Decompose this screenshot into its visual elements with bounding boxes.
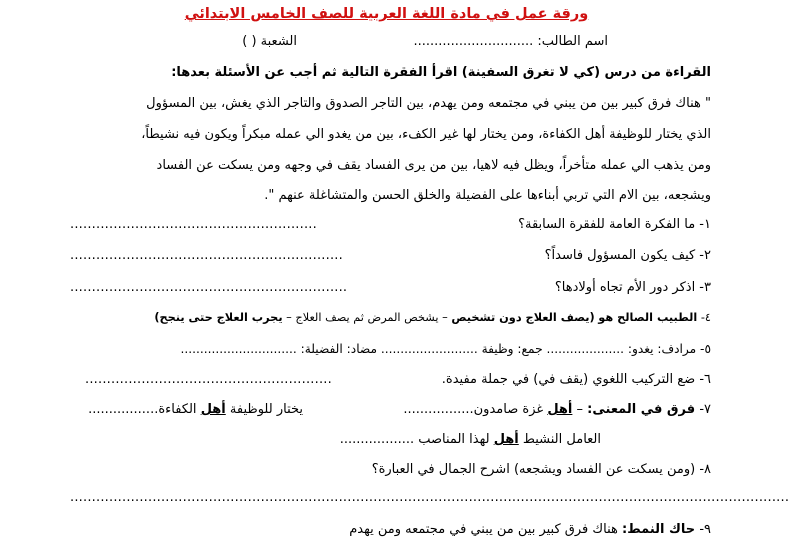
- passage-line-3: ومن يذهب الي عمله متأخراً، ويظل فيه لاهيا، بين من يرى الفساد يقف في وجهه ومن يسكت عن الفساد: [156, 158, 711, 173]
- question-4: [154, 311, 711, 324]
- question-9-number: ٩-: [699, 522, 711, 537]
- student-name-label: اسم الطالب: .............................: [413, 34, 608, 49]
- question-7-number: ٧-: [699, 402, 711, 417]
- reading-instruction: القراءة من درس (كي لا تغرق السفينة) اقرأ الفقرة التالية ثم أجب عن الأسئلة بعدها:: [171, 65, 711, 80]
- question-6-answer-dots: .........................................................: [85, 372, 332, 387]
- question-7-dash: –: [576, 402, 588, 417]
- question-7-sentence-2-end: الكفاءة.................: [88, 402, 201, 417]
- passage-line-4: ويشجعه، بين الام التي تربي أبناءها على الفضيلة والخلق الحسن والمتشاغلة عنهم ".: [264, 188, 711, 203]
- worksheet-title: ورقة عمل في مادة اللغة العربية للصف الخامس الابتدائي: [184, 6, 589, 22]
- question-8: ٨- (ومن يسكت عن الفساد ويشجعه) اشرح الجمال في العبارة؟: [371, 462, 711, 477]
- question-7-word-3: أهل: [493, 432, 519, 447]
- question-4-option-1: (يصف العلاج دون تشخيص: [451, 311, 595, 324]
- question-7-sentence-3-start: العامل النشيط: [518, 432, 601, 447]
- question-9-label: حاك النمط:: [622, 522, 696, 537]
- question-7-sentence-3-end: لهذا المناصب ..................: [339, 432, 494, 447]
- question-9-text: هناك فرق كبير بين من يبني في مجتمعه ومن يهدم: [349, 522, 622, 537]
- question-6: ٦- ضع التركيب اللغوي (يقف في) في جملة مفيدة.: [441, 372, 711, 387]
- question-1: ١- ما الفكرة العامة للفقرة السابقة؟: [518, 217, 711, 232]
- question-7-sentence-1: غزة صامدون.................: [403, 402, 548, 417]
- question-7-sentence-2-start: يختار للوظيفة: [225, 402, 303, 417]
- section-label: الشعبة ( ): [242, 34, 297, 49]
- question-7-word-2: أهل: [200, 402, 226, 417]
- question-4-option-2: – يشخص المرض ثم يصف العلاج –: [286, 311, 448, 324]
- question-2-answer-dots: ...............................................................: [70, 248, 343, 263]
- question-5: ٥- مرادف: يغدو: .................... جمع: وظيفة ......................... مضاد: الفضيلة: ..............................: [180, 342, 711, 356]
- question-1-answer-dots: .........................................................: [70, 217, 317, 232]
- question-8-answer-dots: ......................................................................................................................................................................: [70, 490, 789, 505]
- question-3: ٣- اذكر دور الأم تجاه أولادها؟: [554, 280, 711, 295]
- question-7-sentence-3: [340, 432, 601, 447]
- passage-line-1: " هناك فرق كبير بين من يبني في مجتمعه ومن يهدم، بين التاجر الصدوق والتاجر الذي يغش، بين المسؤول: [146, 96, 711, 111]
- question-4-option-3: يجرب العلاج حتى ينجح): [154, 311, 283, 324]
- passage-line-2: الذي يختار للوظيفة أهل الكفاءة، ومن يختار لها غير الكفء، بين من يغدو الي عمله مبكراً ويكون فيه نشيطاً،: [141, 127, 711, 142]
- question-4-lead: الطبيب الصالح هو: [598, 311, 698, 324]
- question-4-number: ٤-: [700, 311, 711, 324]
- question-3-answer-dots: ................................................................: [70, 280, 348, 295]
- question-2: ٢- كيف يكون المسؤول فاسداً؟: [544, 248, 711, 263]
- question-9: [349, 522, 711, 537]
- question-7-label: فرق في المعنى:: [587, 402, 696, 417]
- question-7-word-1: أهل: [547, 402, 573, 417]
